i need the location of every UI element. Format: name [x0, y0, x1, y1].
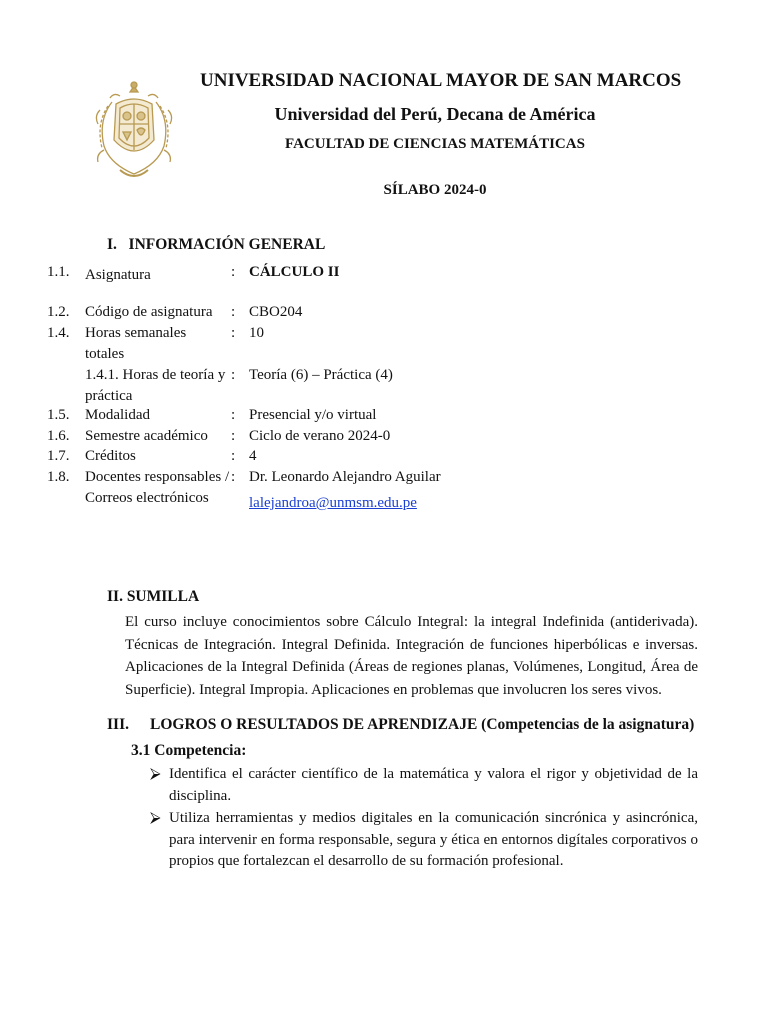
competency-text: Utiliza herramientas y medios digitales en la comunicación sincrónica y asincrónica, para intervenir en forma responsable, segura y ética en entornos digítales corporativos o propios que fortalezcan el desarrollo de su formación profesional. [169, 810, 698, 869]
university-name: UNIVERSIDAD NACIONAL MAYOR DE SAN MARCOS [200, 70, 682, 91]
row-colon: : [231, 367, 236, 383]
row-colon: : [231, 325, 236, 341]
row-label: Docentes responsables / Correos electrónicos [85, 469, 230, 506]
row-label: Semestre académico [85, 428, 208, 444]
section-1-title: I. INFORMACIÓN GENERAL [107, 236, 326, 253]
sumilla-text: El curso incluye conocimientos sobre Cálculo Integral: la integral Indefinida (antiderivada). Técnicas de Integración. Integral Definida. Integración de funciones hiperbólicas e inversas. Aplicaciones de la Integral Definida (Áreas de regiones planas, Volúmenes, Longitud, Área de Superficie). Integral Impropia. Aplicaciones en problemas que involucren los seres vivos. [125, 614, 698, 698]
competency-item [150, 764, 698, 807]
faculty-name: FACULTAD DE CIENCIAS MATEMÁTICAS [285, 136, 585, 152]
arrow-bullet-icon: ⮚ [150, 766, 161, 782]
row-number: 1.7. [47, 448, 70, 464]
row-colon: : [231, 469, 236, 485]
row-label: 1.4.1. Horas de teoría y práctica [85, 367, 226, 404]
row-value: Dr. Leonardo Alejandro Aguilar [249, 469, 441, 485]
university-subtitle: Universidad del Perú, Decana de América [274, 104, 596, 124]
row-colon: : [231, 407, 236, 423]
competency-item [150, 808, 698, 873]
university-seal-icon [90, 80, 178, 184]
row-number: 1.1. [47, 264, 70, 280]
section-3-number: III. [107, 716, 129, 733]
instructor-email-link[interactable]: lalejandroa@unmsm.edu.pe [249, 495, 417, 511]
row-number: 1.2. [47, 304, 70, 320]
row-label: Asignatura [85, 267, 151, 283]
row-colon: : [231, 448, 236, 464]
row-label: Modalidad [85, 407, 150, 423]
row-number: 1.5. [47, 407, 70, 423]
row-label: Código de asignatura [85, 304, 213, 320]
row-number: 1.4. [47, 325, 70, 341]
section-3-title: LOGROS O RESULTADOS DE APRENDIZAJE (Competencias de la asignatura) [150, 716, 695, 733]
competency-text: Identifica el carácter científico de la matemática y valora el rigor y objetividad de la disciplina. [169, 766, 698, 804]
row-label: Créditos [85, 448, 136, 464]
row-colon: : [231, 428, 236, 444]
competency-subtitle: 3.1 Competencia: [131, 742, 247, 759]
row-value: Ciclo de verano 2024-0 [249, 428, 391, 444]
section-2-title: II. SUMILLA [107, 588, 200, 605]
row-value: 10 [249, 325, 264, 341]
row-value: CÁLCULO II [249, 264, 340, 280]
row-value: Presencial y/o virtual [249, 407, 377, 423]
row-colon: : [231, 304, 236, 320]
row-value: 4 [249, 448, 257, 464]
row-number: 1.8. [47, 469, 70, 485]
syllabus-title: SÍLABO 2024-0 [383, 182, 487, 198]
row-value: CBO204 [249, 304, 303, 320]
row-label: Horas semanales totales [85, 325, 187, 362]
row-number: 1.6. [47, 428, 70, 444]
row-colon: : [231, 264, 236, 280]
row-value: Teoría (6) – Práctica (4) [249, 367, 393, 383]
arrow-bullet-icon: ⮚ [150, 810, 161, 826]
